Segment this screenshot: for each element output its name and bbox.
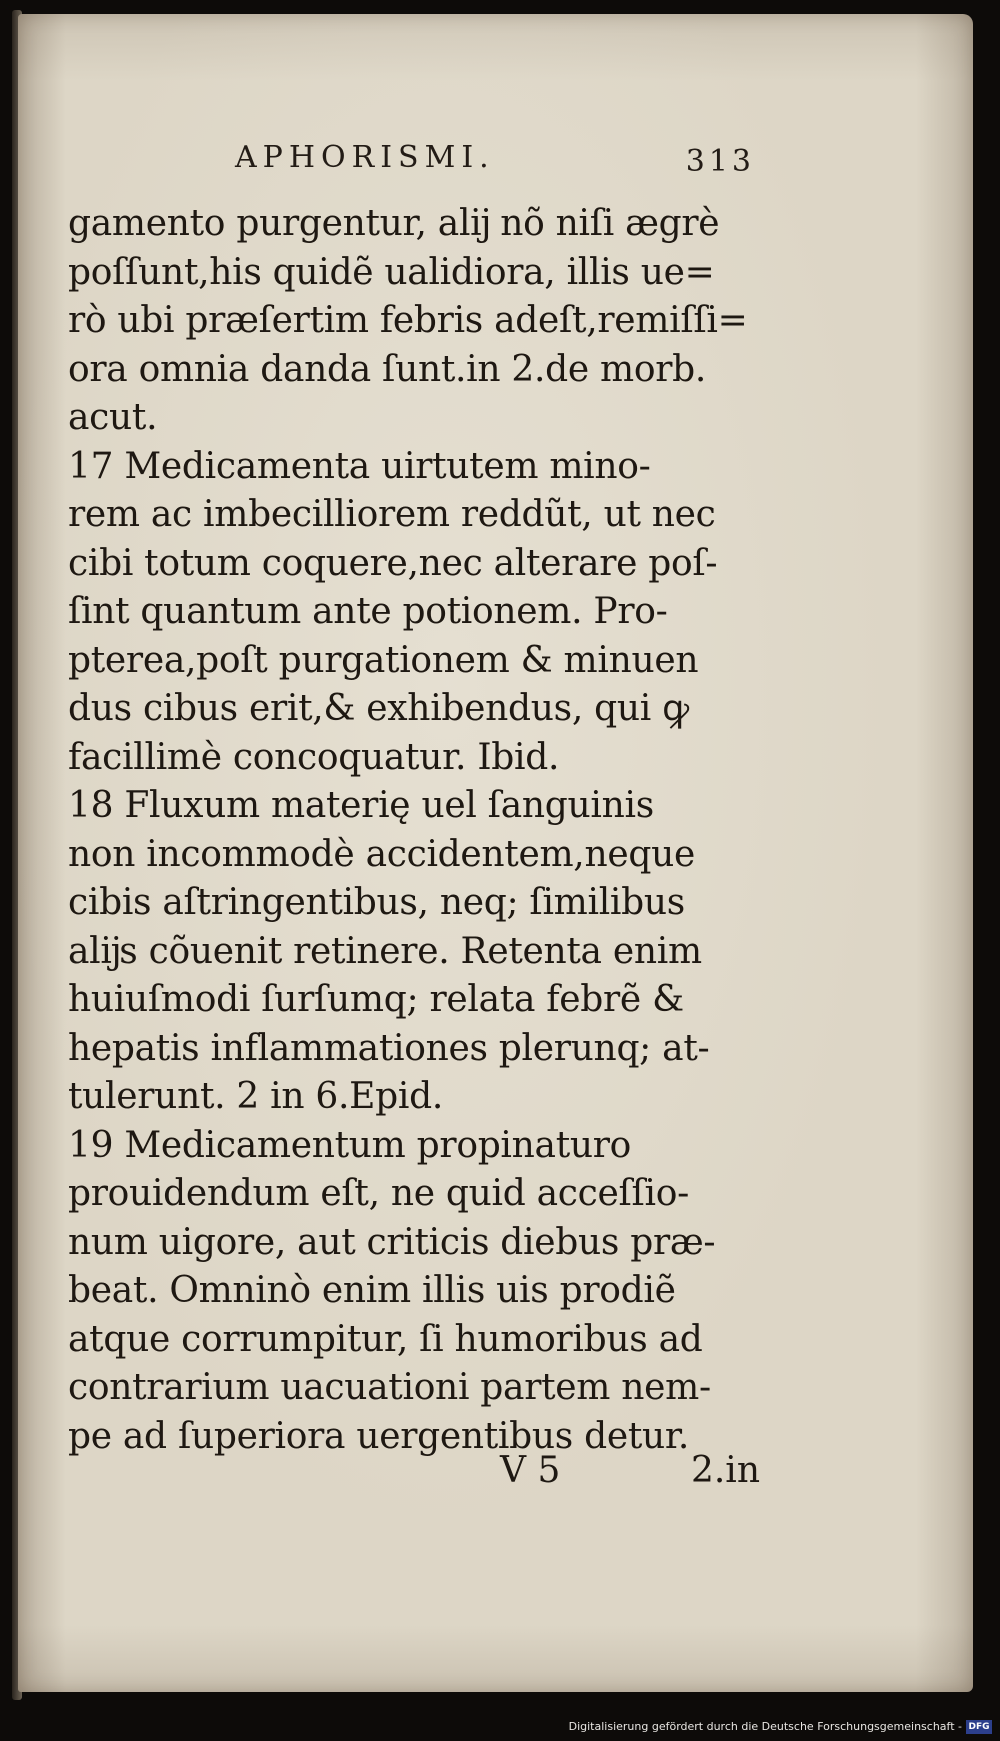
dfg-logo: DFG (966, 1720, 992, 1734)
text-line: alĳs cõuenit retinere. Retenta enim (68, 930, 702, 972)
text-line: 19 Medicamentum propinaturo (68, 1124, 632, 1166)
text-line: tulerunt. 2 in 6.Epid. (68, 1076, 443, 1117)
text-line: huiuſmodi ſurſumq; relata febrẽ & (68, 979, 684, 1020)
text-line: contrarium uacuationi partem nem- (68, 1367, 711, 1408)
text-line: pe ad ſuperiora uergentibus detur. (68, 1415, 689, 1457)
text-line: prouidendum eſt, ne quid acceſſio- (68, 1173, 690, 1214)
text-line: dus cibus erit,& exhibendus, qui ꝙ (68, 688, 689, 729)
text-line: cibi totum coquere,nec alterare poſ- (68, 542, 718, 584)
catch-line (500, 1450, 760, 1500)
running-head: APHORISMI. (235, 140, 495, 175)
text-line: rem ac imbecilliorem reddũt, ut nec (68, 494, 716, 535)
text-line: ſint quantum ante potionem. Pro- (68, 591, 668, 632)
signature-mark: V 5 (500, 1450, 561, 1491)
text-line: acut. (68, 397, 158, 438)
digitization-footer (0, 1718, 1000, 1741)
text-line: atque corrumpitur, ſi humoribus ad (68, 1318, 703, 1360)
text-line: cibis aſtringentibus, neq; ſimilibus (68, 882, 685, 923)
text-line: beat. Omninò enim illis uis prodiẽ (68, 1270, 676, 1311)
text-line: pterea,poſt purgationem & minuen (68, 639, 699, 681)
body-text (68, 200, 768, 1461)
catchword: 2.in (690, 1450, 760, 1491)
text-line: facillimè concoquatur. Ibid. (68, 736, 560, 778)
text-line: rò ubi præſertim febris adeſt,remiſſi= (68, 300, 748, 341)
funding-credit: Digitalisierung gefördert durch die Deutsche Forschungsgemeinschaft - (568, 1720, 962, 1733)
text-line: non incommodè accidentem,neque (68, 833, 695, 875)
text-line: 17 Medicamenta uirtutem mino- (68, 445, 651, 487)
text-line: gamento purgentur, alĳ nõ niſi ægrè (68, 203, 720, 244)
page-number: 313 (685, 144, 755, 179)
text-line: 18 Fluxum materię uel ſanguinis (68, 785, 654, 826)
page-header (235, 140, 755, 190)
text-line: ora omnia danda ſunt.in 2.de morb. (68, 348, 707, 390)
text-line: hepatis inflammationes plerunq; at- (68, 1027, 710, 1069)
text-line: num uigore, aut criticis diebus præ- (68, 1221, 716, 1263)
text-line: poſſunt,his quidẽ ualidiora, illis ue= (68, 251, 715, 293)
